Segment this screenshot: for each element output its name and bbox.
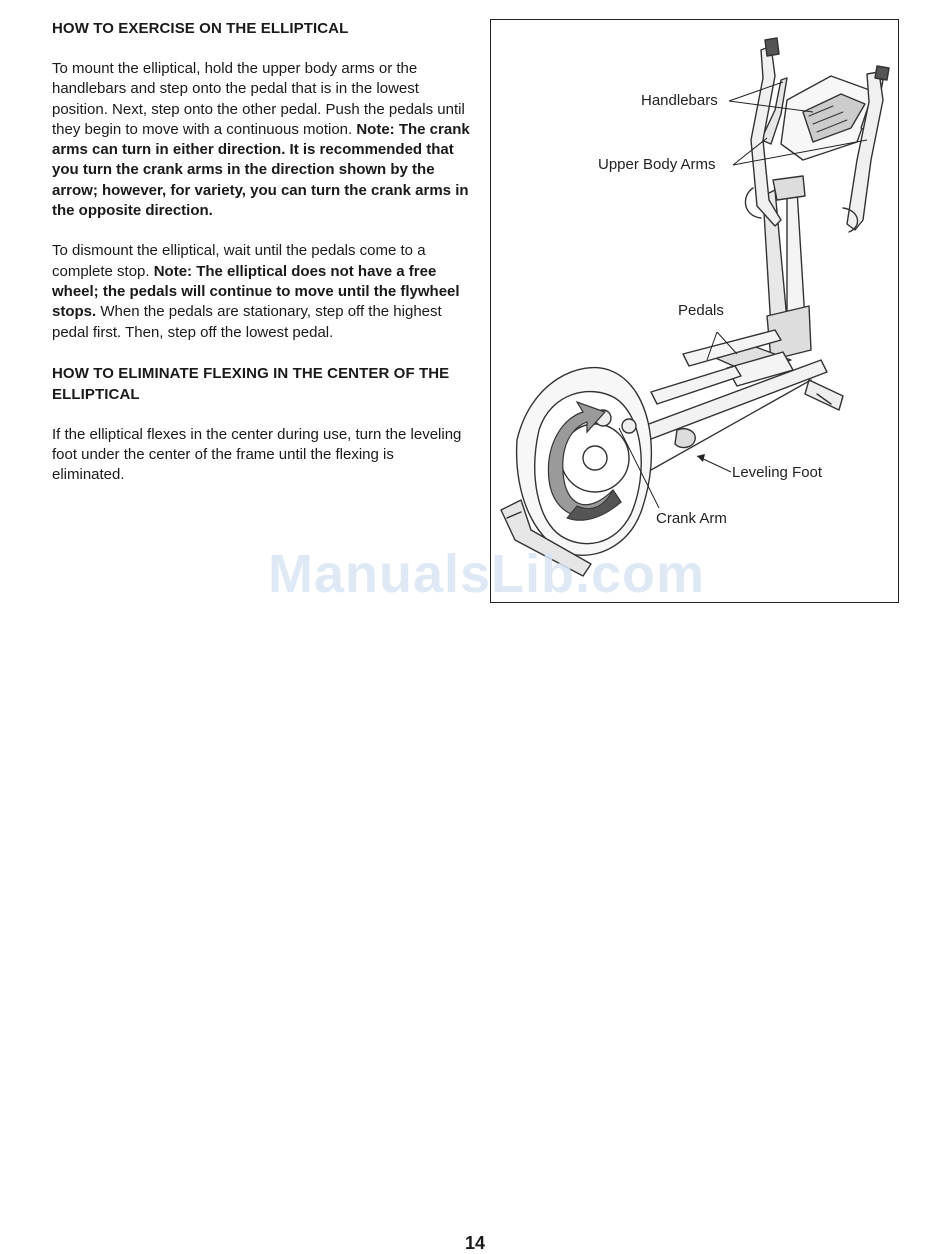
dismount-text: To dismount the elliptical, wait until the pedals come to a complete stop. <box>52 242 426 280</box>
crank-note: Note: The crank arms can turn in either direction. It is recommended that you turn the crank arms in the direction shown by the arrow; however, for variety, you can turn the crank arms in the opposite direction. <box>52 120 470 220</box>
mount-text: To mount the elliptical, hold the upper body arms or the handlebars and step onto the pedal that is in the lowest position. Next, step onto the other pedal. Push the pedals until they begin to move with a continuous motion. <box>52 60 465 138</box>
label-pedals: Pedals <box>678 302 724 319</box>
mount-paragraph <box>52 59 470 221</box>
label-handlebars: Handlebars <box>641 92 718 109</box>
dismount-text-end: When the pedals are stationary, step off the highest pedal first. Then, step off the lowest pedal. <box>52 303 442 341</box>
elliptical-figure <box>490 19 899 603</box>
section-heading-flexing: HOW TO ELIMINATE FLEXING IN THE CENTER OF THE ELLIPTICAL <box>52 364 450 403</box>
dismount-paragraph <box>52 241 470 342</box>
watermark: ManualsLib.com <box>268 544 706 604</box>
label-upper-body-arms: Upper Body Arms <box>598 156 716 173</box>
flexing-paragraph: If the elliptical flexes in the center during use, turn the leveling foot under the center of the frame until the flexing is eliminated. <box>52 425 462 484</box>
section-heading-exercise: HOW TO EXERCISE ON THE ELLIPTICAL <box>52 20 349 37</box>
flywheel-note: Note: The elliptical does not have a free wheel; the pedals will continue to move until the flywheel stops. <box>52 262 460 321</box>
label-crank-arm: Crank Arm <box>656 510 727 527</box>
page-number: 14 <box>464 1233 486 1253</box>
text-column <box>52 18 470 486</box>
label-leveling-foot: Leveling Foot <box>732 464 823 481</box>
